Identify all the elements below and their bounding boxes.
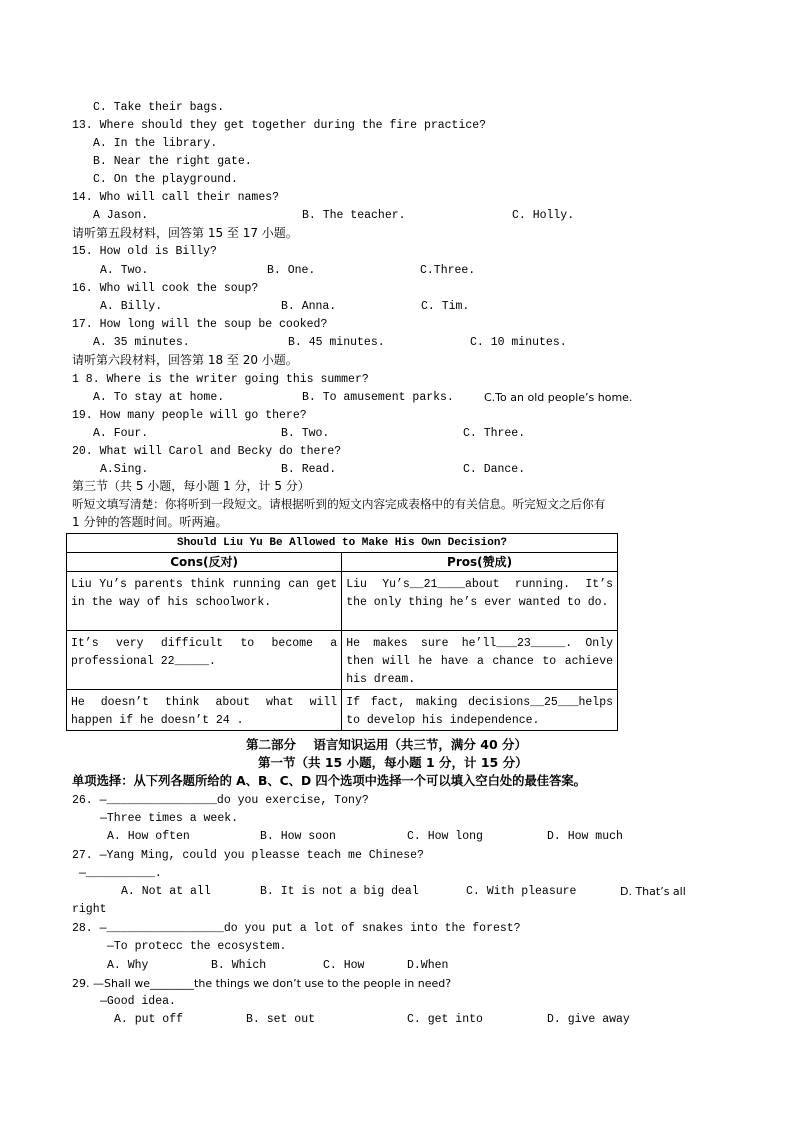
question-20-option-a: A.Sing.: [100, 463, 149, 476]
question-26-option-c: C. How long: [407, 830, 483, 843]
question-13: 13. Where should they get together during the fire practice?: [72, 119, 487, 132]
question-28-option-a: A. Why: [107, 959, 149, 972]
part-2-heading: 第二部分 语言知识运用（共三节，满分 40 分）: [246, 737, 528, 752]
part-3-heading: 第三节（共 5 小题，每小题 1 分，计 5 分）: [72, 479, 310, 493]
question-20-option-b: B. Read.: [281, 463, 337, 476]
cons-header: Cons(反对): [67, 553, 342, 572]
question-27-option-d: D. That’s all: [620, 885, 686, 898]
question-14-option-a: A Jason.: [93, 209, 149, 222]
question-26-option-d: D. How much: [547, 830, 623, 843]
question-26-reply: —Three times a week.: [100, 812, 239, 825]
pros-cell: He makes sure he’ll___23_____. Only then will he have a chance to achieve his dream.: [342, 631, 618, 690]
section-6-instruction: 请听第六段材料，回答第 18 至 20 小题。: [72, 353, 298, 367]
question-16-option-a: A. Billy.: [100, 300, 163, 313]
question-15-option-a: A. Two.: [100, 264, 149, 277]
question-16: 16. Who will cook the soup?: [72, 282, 259, 295]
cons-cell: It’s very difficult to become a professional 22_____.: [67, 631, 342, 690]
question-13-option-c: C. On the playground.: [93, 173, 238, 186]
cons-cell: He doesn’t think about what will happen if he doesn’t 24 .: [67, 690, 342, 731]
question-12-option-c: C. Take their bags.: [93, 101, 225, 114]
cons-cell: Liu Yu’s parents think running can get in the way of his schoolwork.: [67, 572, 342, 631]
question-15-option-c: C.Three.: [420, 264, 476, 277]
question-17-option-c: C. 10 minutes.: [470, 336, 567, 349]
question-17: 17. How long will the soup be cooked?: [72, 318, 328, 331]
question-27: 27. —Yang Ming, could you pleasse teach me Chinese?: [72, 849, 424, 862]
question-27-option-c: C. With pleasure: [466, 885, 577, 898]
table-row: [67, 631, 618, 690]
question-14-option-c: C. Holly.: [512, 209, 575, 222]
listening-instruction-line-1: 听短文填写清楚：你将听到一段短文。请根据听到的短文内容完成表格中的有关信息。听完短文之后你有: [72, 497, 606, 511]
section-5-instruction: 请听第五段材料，回答第 15 至 17 小题。: [72, 226, 298, 240]
question-29-option-c: C. get into: [407, 1013, 483, 1026]
question-28: 28. —_________________do you put a lot of snakes into the forest?: [72, 922, 521, 935]
question-15-option-b: B. One.: [267, 264, 316, 277]
question-29-option-a: A. put off: [114, 1013, 184, 1026]
question-14-option-b: B. The teacher.: [302, 209, 406, 222]
question-27-option-d-wrap: right: [72, 903, 107, 916]
question-28-option-c: C. How: [323, 959, 365, 972]
question-20: 20. What will Carol and Becky do there?: [72, 445, 342, 458]
question-29: 29. —Shall we________the things we don’t use to the people in need?: [72, 977, 452, 990]
question-19-option-a: A. Four.: [93, 427, 149, 440]
question-29-reply: —Good idea.: [100, 995, 176, 1008]
question-26-option-a: A. How often: [107, 830, 190, 843]
question-28-option-b: B. Which: [211, 959, 267, 972]
question-26-option-b: B. How soon: [260, 830, 336, 843]
question-29-option-b: B. set out: [246, 1013, 316, 1026]
pros-cell: If fact, making decisions__25___helps to develop his independence.: [342, 690, 618, 731]
question-15: 15. How old is Billy?: [72, 245, 217, 258]
table-row: [67, 572, 618, 631]
pros-header: Pros(赞成): [342, 553, 618, 572]
table-title: Should Liu Yu Be Allowed to Make His Own Decision?: [67, 534, 618, 553]
question-27-option-a: A. Not at all: [121, 885, 211, 898]
question-20-option-c: C. Dance.: [463, 463, 526, 476]
question-19-option-b: B. Two.: [281, 427, 330, 440]
question-28-reply: —To protecc the ecosystem.: [107, 940, 287, 953]
decision-table: [66, 533, 618, 731]
listening-instruction-line-2: 1 分钟的答题时间。听两遍。: [72, 515, 228, 529]
table-row: [67, 690, 618, 731]
question-18-option-a: A. To stay at home.: [93, 391, 225, 404]
question-14: 14. Who will call their names?: [72, 191, 280, 204]
question-18-option-b: B. To amusement parks.: [302, 391, 454, 404]
question-16-option-b: B. Anna.: [281, 300, 337, 313]
question-17-option-b: B. 45 minutes.: [288, 336, 385, 349]
question-27-option-b: B. It is not a big deal: [260, 885, 419, 898]
question-16-option-c: C. Tim.: [421, 300, 470, 313]
question-27-reply: —__________.: [79, 867, 162, 880]
question-18: 1 8. Where is the writer going this summer?: [72, 373, 369, 386]
question-29-option-d: D. give away: [547, 1013, 630, 1026]
question-13-option-a: A. In the library.: [93, 137, 218, 150]
question-26: 26. —________________do you exercise, Tony?: [72, 794, 369, 807]
question-13-option-b: B. Near the right gate.: [93, 155, 252, 168]
question-28-option-d: D.When: [407, 959, 449, 972]
question-17-option-a: A. 35 minutes.: [93, 336, 190, 349]
pros-cell: Liu Yu’s__21____about running. It’s the only thing he’s ever wanted to do.: [342, 572, 618, 631]
multiple-choice-instruction: 单项选择：从下列各题所给的 A、B、C、D 四个选项中选择一个可以填入空白处的最佳答案。: [72, 774, 586, 788]
question-18-option-c: C.To an old people’s home.: [484, 391, 633, 404]
question-19-option-c: C. Three.: [463, 427, 526, 440]
section-1-heading: 第一节（共 15 小题，每小题 1 分，计 15 分）: [258, 755, 528, 770]
question-19: 19. How many people will go there?: [72, 409, 307, 422]
